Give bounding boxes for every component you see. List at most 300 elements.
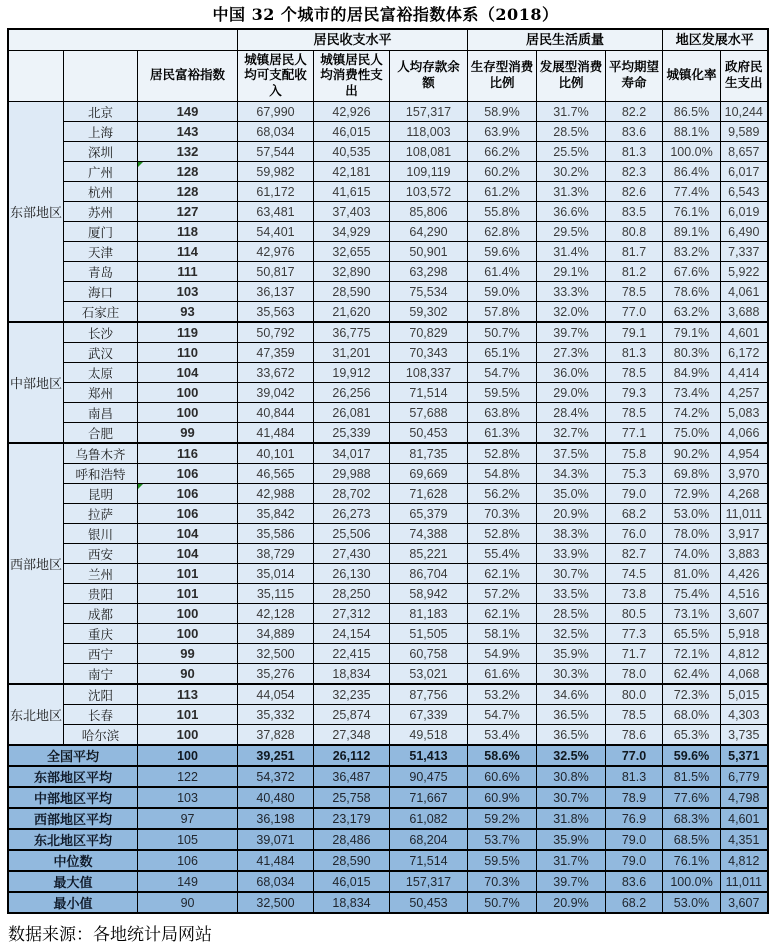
table-cell: 54.8% [468, 464, 537, 484]
summary-cell: 77.6% [663, 787, 721, 808]
table-cell: 10,244 [721, 102, 768, 122]
table-cell: 29,988 [314, 464, 390, 484]
table-cell: 74.0% [663, 544, 721, 564]
table-cell: 88.1% [663, 122, 721, 142]
table-cell: 63,481 [238, 202, 314, 222]
table-cell: 34,017 [314, 443, 390, 464]
table-cell: 7,337 [721, 242, 768, 262]
summary-cell: 90 [138, 892, 238, 913]
table-cell: 37,403 [314, 202, 390, 222]
table-cell: 75.4% [663, 584, 721, 604]
table-cell: 4,516 [721, 584, 768, 604]
table-cell: 4,601 [721, 322, 768, 343]
city-name: 乌鲁木齐 [64, 443, 138, 464]
table-cell: 58,942 [390, 584, 468, 604]
table-cell: 5,083 [721, 403, 768, 423]
wealth-index-cell: 101 [138, 705, 238, 725]
table-cell: 33.9% [537, 544, 606, 564]
wealth-index-cell: 100 [138, 403, 238, 423]
table-cell: 3,607 [721, 604, 768, 624]
city-name: 西安 [64, 544, 138, 564]
summary-cell: 26,112 [314, 745, 390, 766]
table-cell: 28.4% [537, 403, 606, 423]
table-cell: 61.2% [468, 182, 537, 202]
table-cell: 59,982 [238, 162, 314, 182]
table-row [8, 222, 768, 242]
table-cell: 53,021 [390, 664, 468, 685]
table-cell: 59,302 [390, 302, 468, 323]
table-cell: 26,256 [314, 383, 390, 403]
table-cell: 25.5% [537, 142, 606, 162]
table-cell: 51,505 [390, 624, 468, 644]
table-cell: 4,954 [721, 443, 768, 464]
table-cell: 27.3% [537, 343, 606, 363]
table-cell: 28.5% [537, 122, 606, 142]
table-cell: 40,844 [238, 403, 314, 423]
table-row [8, 423, 768, 444]
wealth-index-cell: 113 [138, 684, 238, 705]
wealth-index-cell: 114 [138, 242, 238, 262]
table-cell: 67.6% [663, 262, 721, 282]
summary-cell: 58.6% [468, 745, 537, 766]
table-cell: 70,343 [390, 343, 468, 363]
table-cell: 83.6 [606, 122, 663, 142]
city-name: 南宁 [64, 664, 138, 685]
table-cell: 68,034 [238, 122, 314, 142]
table-cell: 77.3 [606, 624, 663, 644]
wealth-index-cell: 106 [138, 464, 238, 484]
summary-cell: 53.7% [468, 829, 537, 850]
city-name: 广州 [64, 162, 138, 182]
table-cell: 80.8 [606, 222, 663, 242]
table-cell: 68.2 [606, 504, 663, 524]
wealth-index-cell: 116 [138, 443, 238, 464]
table-cell: 57,544 [238, 142, 314, 162]
table-cell: 79.1 [606, 322, 663, 343]
table-cell: 31.4% [537, 242, 606, 262]
table-cell: 36.6% [537, 202, 606, 222]
city-name: 郑州 [64, 383, 138, 403]
summary-cell: 100.0% [663, 871, 721, 892]
summary-cell: 39.7% [537, 871, 606, 892]
summary-label: 最小值 [8, 892, 138, 913]
table-cell: 4,068 [721, 664, 768, 685]
table-cell: 55.4% [468, 544, 537, 564]
summary-cell: 60.9% [468, 787, 537, 808]
table-cell: 157,317 [390, 102, 468, 122]
city-name: 青岛 [64, 262, 138, 282]
table-cell: 3,970 [721, 464, 768, 484]
table-cell: 78.5 [606, 403, 663, 423]
table-cell: 65.3% [663, 725, 721, 746]
summary-cell: 71,667 [390, 787, 468, 808]
table-cell: 59.5% [468, 383, 537, 403]
table-cell: 28.5% [537, 604, 606, 624]
summary-row [8, 766, 768, 787]
table-cell: 28,250 [314, 584, 390, 604]
wealth-index-cell: 99 [138, 644, 238, 664]
table-cell: 77.4% [663, 182, 721, 202]
table-cell: 11,011 [721, 504, 768, 524]
table-cell: 85,806 [390, 202, 468, 222]
table-cell: 35,586 [238, 524, 314, 544]
column-header: 平均期望寿命 [606, 51, 663, 102]
summary-cell: 70.3% [468, 871, 537, 892]
table-cell: 25,874 [314, 705, 390, 725]
table-cell: 53.4% [468, 725, 537, 746]
table-cell: 82.3 [606, 162, 663, 182]
table-cell: 32.0% [537, 302, 606, 323]
table-cell: 61.4% [468, 262, 537, 282]
table-row [8, 403, 768, 423]
table-cell: 36.0% [537, 363, 606, 383]
table-cell: 42,926 [314, 102, 390, 122]
summary-cell: 149 [138, 871, 238, 892]
table-row [8, 725, 768, 746]
summary-cell: 4,812 [721, 850, 768, 871]
wealth-index-cell: 119 [138, 322, 238, 343]
table-cell: 4,414 [721, 363, 768, 383]
table-cell: 39,042 [238, 383, 314, 403]
city-name: 北京 [64, 102, 138, 122]
table-cell: 82.7 [606, 544, 663, 564]
table-cell: 28,702 [314, 484, 390, 504]
table-cell: 4,426 [721, 564, 768, 584]
summary-cell: 81.5% [663, 766, 721, 787]
table-cell: 57.8% [468, 302, 537, 323]
table-cell: 81,735 [390, 443, 468, 464]
summary-cell: 30.8% [537, 766, 606, 787]
table-cell: 35.9% [537, 644, 606, 664]
summary-cell: 32,500 [238, 892, 314, 913]
table-cell: 82.6 [606, 182, 663, 202]
table-cell: 6,490 [721, 222, 768, 242]
data-source-note: 数据来源：各地统计局网站 [8, 925, 212, 945]
table-cell: 69.8% [663, 464, 721, 484]
table-cell: 30.3% [537, 664, 606, 685]
table-cell: 79.3 [606, 383, 663, 403]
table-cell: 62.1% [468, 604, 537, 624]
table-cell: 29.5% [537, 222, 606, 242]
summary-cell: 18,834 [314, 892, 390, 913]
table-cell: 50,901 [390, 242, 468, 262]
table-cell: 34.6% [537, 684, 606, 705]
summary-cell: 3,607 [721, 892, 768, 913]
table-cell: 25,339 [314, 423, 390, 444]
summary-cell: 122 [138, 766, 238, 787]
summary-label: 最大值 [8, 871, 138, 892]
wealth-index-cell: 111 [138, 262, 238, 282]
table-cell: 49,518 [390, 725, 468, 746]
table-row [8, 644, 768, 664]
table-cell: 35,332 [238, 705, 314, 725]
table-row [8, 443, 768, 464]
summary-cell: 36,198 [238, 808, 314, 829]
summary-cell: 90,475 [390, 766, 468, 787]
table-cell: 70.3% [468, 504, 537, 524]
summary-label: 东部地区平均 [8, 766, 138, 787]
summary-cell: 39,251 [238, 745, 314, 766]
table-cell: 89.1% [663, 222, 721, 242]
table-row [8, 624, 768, 644]
table-cell: 32,655 [314, 242, 390, 262]
table-cell: 35,014 [238, 564, 314, 584]
summary-row [8, 892, 768, 913]
table-cell: 25,506 [314, 524, 390, 544]
table-row [8, 383, 768, 403]
table-cell: 63.9% [468, 122, 537, 142]
summary-cell: 68.2 [606, 892, 663, 913]
table-cell: 3,917 [721, 524, 768, 544]
table-cell: 79.1% [663, 322, 721, 343]
table-cell: 72.9% [663, 484, 721, 504]
table-cell: 19,912 [314, 363, 390, 383]
table-cell: 55.8% [468, 202, 537, 222]
table-cell: 108,081 [390, 142, 468, 162]
table-cell: 81.3 [606, 343, 663, 363]
table-row [8, 242, 768, 262]
city-name: 昆明 [64, 484, 138, 504]
table-cell: 75.8 [606, 443, 663, 464]
region-label: 东部地区 [8, 102, 64, 323]
table-cell: 26,081 [314, 403, 390, 423]
summary-label: 东北地区平均 [8, 829, 138, 850]
table-cell: 108,337 [390, 363, 468, 383]
city-name: 苏州 [64, 202, 138, 222]
table-cell: 40,101 [238, 443, 314, 464]
table-cell: 59.0% [468, 282, 537, 302]
table-row [8, 322, 768, 343]
table-cell: 4,066 [721, 423, 768, 444]
table-cell: 35,276 [238, 664, 314, 685]
table-cell: 32.5% [537, 624, 606, 644]
table-row [8, 142, 768, 162]
table-row [8, 484, 768, 504]
region-label: 东北地区 [8, 684, 64, 745]
summary-label: 西部地区平均 [8, 808, 138, 829]
city-name: 太原 [64, 363, 138, 383]
city-name: 海口 [64, 282, 138, 302]
table-cell: 74.5 [606, 564, 663, 584]
city-name: 武汉 [64, 343, 138, 363]
city-name: 上海 [64, 122, 138, 142]
table-cell: 118,003 [390, 122, 468, 142]
summary-cell: 59.5% [468, 850, 537, 871]
table-cell: 75.3 [606, 464, 663, 484]
table-cell: 38,729 [238, 544, 314, 564]
table-cell: 81.2 [606, 262, 663, 282]
comment-marker-icon [138, 162, 143, 167]
summary-label: 全国平均 [8, 745, 138, 766]
table-cell: 60.2% [468, 162, 537, 182]
summary-label: 中位数 [8, 850, 138, 871]
table-cell: 72.1% [663, 644, 721, 664]
table-cell: 5,922 [721, 262, 768, 282]
summary-cell: 40,480 [238, 787, 314, 808]
summary-cell: 32.5% [537, 745, 606, 766]
table-cell: 38.3% [537, 524, 606, 544]
column-group-header: 居民收支水平 [238, 29, 468, 51]
table-cell: 83.5 [606, 202, 663, 222]
table-cell: 32,235 [314, 684, 390, 705]
table-cell: 42,976 [238, 242, 314, 262]
table-cell: 80.3% [663, 343, 721, 363]
summary-cell: 77.0 [606, 745, 663, 766]
summary-cell: 71,514 [390, 850, 468, 871]
table-cell: 62.8% [468, 222, 537, 242]
table-cell: 27,348 [314, 725, 390, 746]
table-cell: 61,172 [238, 182, 314, 202]
city-name: 厦门 [64, 222, 138, 242]
summary-cell: 105 [138, 829, 238, 850]
table-cell: 34.3% [537, 464, 606, 484]
column-header: 发展型消费比例 [537, 51, 606, 102]
table-cell: 8,657 [721, 142, 768, 162]
wealth-index-cell: 93 [138, 302, 238, 323]
table-row [8, 705, 768, 725]
summary-cell: 79.0 [606, 850, 663, 871]
table-cell: 54,401 [238, 222, 314, 242]
table-cell: 22,415 [314, 644, 390, 664]
summary-cell: 6,779 [721, 766, 768, 787]
table-cell: 62.1% [468, 564, 537, 584]
table-cell: 6,019 [721, 202, 768, 222]
table-cell: 31.3% [537, 182, 606, 202]
table-cell: 67,339 [390, 705, 468, 725]
summary-cell: 39,071 [238, 829, 314, 850]
table-cell: 30.2% [537, 162, 606, 182]
summary-cell: 61,082 [390, 808, 468, 829]
table-cell: 74.2% [663, 403, 721, 423]
wealth-index-cell: 90 [138, 664, 238, 685]
table-cell: 77.1 [606, 423, 663, 444]
table-cell: 4,257 [721, 383, 768, 403]
table-cell: 42,128 [238, 604, 314, 624]
column-group-header: 居民生活质量 [468, 29, 663, 51]
table-cell: 18,834 [314, 664, 390, 685]
table-cell: 36.5% [537, 705, 606, 725]
summary-cell: 36,487 [314, 766, 390, 787]
table-cell: 81.7 [606, 242, 663, 262]
table-cell: 62.4% [663, 664, 721, 685]
summary-cell: 68,204 [390, 829, 468, 850]
table-cell: 3,688 [721, 302, 768, 323]
table-cell: 83.2% [663, 242, 721, 262]
summary-cell: 50,453 [390, 892, 468, 913]
table-row [8, 102, 768, 122]
region-label: 西部地区 [8, 443, 64, 684]
table-cell: 5,918 [721, 624, 768, 644]
table-cell: 78.5 [606, 705, 663, 725]
table-cell: 59.6% [468, 242, 537, 262]
region-label: 中部地区 [8, 322, 64, 443]
table-cell: 56.2% [468, 484, 537, 504]
table-cell: 75.0% [663, 423, 721, 444]
table-cell: 78.0% [663, 524, 721, 544]
table-row [8, 282, 768, 302]
table-row [8, 464, 768, 484]
table-row [8, 202, 768, 222]
summary-label: 中部地区平均 [8, 787, 138, 808]
table-cell: 77.0 [606, 302, 663, 323]
column-header: 城镇居民人均消费性支出 [314, 51, 390, 102]
table-cell: 75,534 [390, 282, 468, 302]
table-cell: 81.3 [606, 142, 663, 162]
table-row [8, 504, 768, 524]
city-name: 重庆 [64, 624, 138, 644]
table-cell: 58.1% [468, 624, 537, 644]
table-cell: 68.0% [663, 705, 721, 725]
wealth-index-cell: 127 [138, 202, 238, 222]
column-group-header: 地区发展水平 [663, 29, 768, 51]
city-name: 沈阳 [64, 684, 138, 705]
table-cell: 86.4% [663, 162, 721, 182]
table-cell: 60,758 [390, 644, 468, 664]
table-cell: 32,500 [238, 644, 314, 664]
wealth-index-cell: 100 [138, 383, 238, 403]
table-cell: 54.7% [468, 363, 537, 383]
table-cell: 32,890 [314, 262, 390, 282]
table-cell: 35.0% [537, 484, 606, 504]
wealth-index-cell: 104 [138, 524, 238, 544]
wealth-index-cell: 132 [138, 142, 238, 162]
city-header-cell [64, 51, 138, 102]
summary-cell: 100 [138, 745, 238, 766]
wealth-index-cell: 101 [138, 564, 238, 584]
table-cell: 27,430 [314, 544, 390, 564]
wealth-index-table [7, 28, 769, 914]
table-cell: 81.0% [663, 564, 721, 584]
table-cell: 33,672 [238, 363, 314, 383]
table-cell: 65.5% [663, 624, 721, 644]
table-cell: 69,669 [390, 464, 468, 484]
column-header: 政府民生支出 [721, 51, 768, 102]
summary-cell: 68,034 [238, 871, 314, 892]
summary-cell: 78.9 [606, 787, 663, 808]
wealth-index-cell: 100 [138, 604, 238, 624]
table-cell: 90.2% [663, 443, 721, 464]
column-header: 城镇化率 [663, 51, 721, 102]
table-row [8, 544, 768, 564]
table-cell: 9,589 [721, 122, 768, 142]
table-cell: 39.7% [537, 322, 606, 343]
table-cell: 52.8% [468, 443, 537, 464]
table-row [8, 664, 768, 685]
table-row [8, 182, 768, 202]
region-header-cell [8, 51, 64, 102]
summary-row [8, 829, 768, 850]
table-cell: 78.6 [606, 725, 663, 746]
summary-row [8, 850, 768, 871]
summary-cell: 4,601 [721, 808, 768, 829]
summary-cell: 79.0 [606, 829, 663, 850]
table-cell: 57,688 [390, 403, 468, 423]
wealth-index-cell: 101 [138, 584, 238, 604]
table-cell: 72.3% [663, 684, 721, 705]
table-cell: 29.0% [537, 383, 606, 403]
wealth-index-cell: 128 [138, 182, 238, 202]
table-cell: 27,312 [314, 604, 390, 624]
table-cell: 33.3% [537, 282, 606, 302]
table-cell: 61.3% [468, 423, 537, 444]
table-row [8, 584, 768, 604]
table-cell: 65,379 [390, 504, 468, 524]
city-name: 拉萨 [64, 504, 138, 524]
summary-cell: 81.3 [606, 766, 663, 787]
wealth-index-cell: 100 [138, 624, 238, 644]
table-cell: 100.0% [663, 142, 721, 162]
city-name: 天津 [64, 242, 138, 262]
